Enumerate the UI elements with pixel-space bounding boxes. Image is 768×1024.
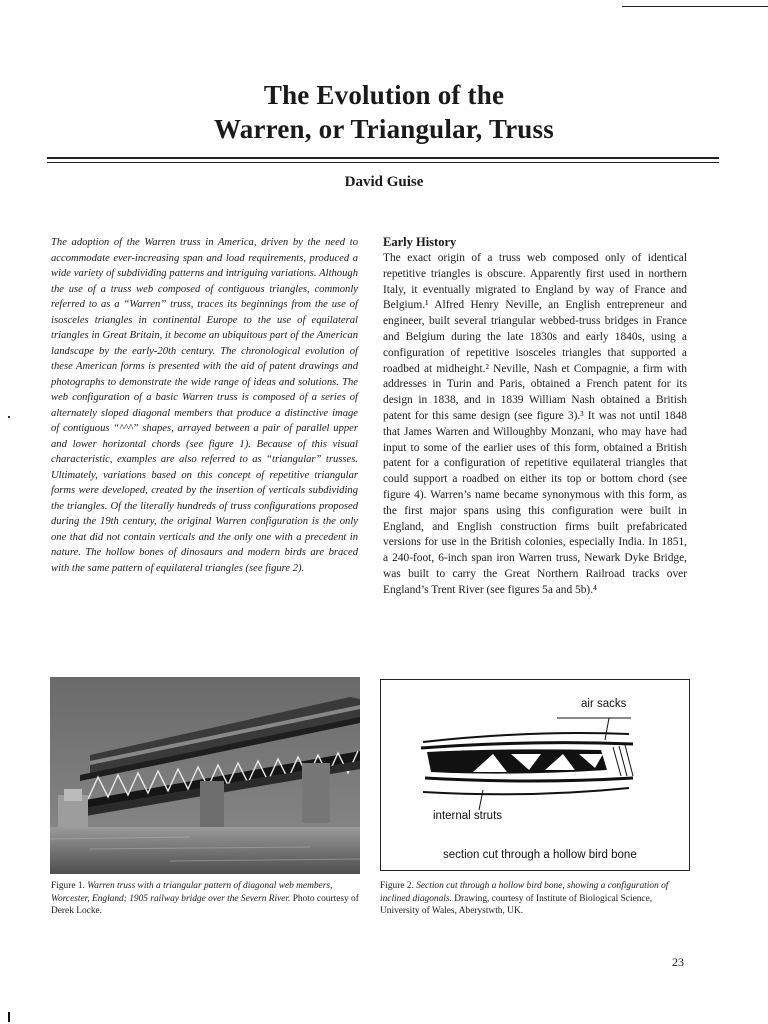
bridge-photo-image bbox=[50, 677, 360, 874]
fig2-caption-italic: Section cut through a hollow bird bone, showing a configuration of inclined diagonals. bbox=[380, 881, 669, 904]
section-heading: Early History bbox=[383, 235, 457, 249]
page-number: 23 bbox=[672, 955, 684, 969]
figure-2-drawing bbox=[380, 679, 690, 871]
top-rule bbox=[622, 6, 768, 7]
label-section-cut: section cut through a hollow bird bone bbox=[443, 849, 637, 861]
fig1-caption-label: Figure 1. bbox=[51, 881, 85, 891]
author-name: David Guise bbox=[344, 174, 424, 190]
title-line-2: Warren, or Triangular, Truss bbox=[214, 114, 554, 144]
fig2-caption-label: Figure 2. bbox=[380, 881, 414, 891]
margin-speck bbox=[8, 416, 10, 418]
title-line-1: The Evolution of the bbox=[263, 80, 505, 110]
figure-2-caption bbox=[380, 880, 692, 918]
label-air-sacks: air sacks bbox=[581, 698, 627, 710]
abstract-paragraph: The adoption of the Warren truss in America, driven by the need to accommodate ever-increasing span and load requirements, produced a wide variety of subdividing patterns and intriguing variations. Although the use of a truss web composed of contiguous triangles, commonly referred to as a “Warren” truss, traces its beginnings from the use of isosceles triangles in continental Europe to the use of equilateral triangles in Great Britain, it become an ubiquitous part of the American landscape by the early-20th century. The chronological evolution of these American forms is presented with the aid of patent drawings and photographs to demonstrate the wide range of ideas and solutions. The web configuration of a basic Warren truss is composed of a series of alternately sloped diagonal members that produce a distinctive image of contiguous “^^^” shapes, arrayed between a pair of parallel upper and lower horizontal chords (see figure 1). Because of this visual characteristic, examples are also referred to as “triangular” trusses. Ultimately, variations based on this concept of repetitive triangular forms were developed, created by the insertion of verticals subdividing the triangles. Of the literally hundreds of truss configurations proposed during the 19th century, the original Warren configuration is the only one that did not contain verticals and the only one with a precedent in nature. The hollow bones of dinosaurs and modern birds are braced with the same pattern of equilateral triangles (see figure 2). bbox=[51, 237, 358, 574]
title-rule-thick bbox=[47, 157, 719, 159]
label-internal-struts: internal struts bbox=[433, 810, 503, 822]
figure-1-photo bbox=[50, 677, 360, 874]
scan-mark bbox=[8, 1012, 10, 1022]
fig2-caption-credit: Drawing, courtesy of Institute of Biological Science, University of Wales, Aberystwth, UK. bbox=[380, 893, 653, 916]
article-title bbox=[0, 78, 768, 146]
section-body: The exact origin of a truss web composed only of identical repetitive triangles is obscure. Apparently first used in northern Italy, it eventually migrated to England by way of France and Belgium.¹ Alfred Henry Neville, an English entrepreneur and engineer, built several triangular webbed-truss bridges in France and Belgium during the late 1830s and early 1840s, using a configuration of repetitive isosceles triangles that supported a roadbed at midheight.² Neville, Nash et Compagnie, a firm with addresses in Turin and Paris, obtained a French patent for its design in 1838, and in 1839 William Nash obtained a British patent for this same design (see figure 3).³ It was not until 1848 that James Warren and Willoughby Monzani, who may have had input to some of the earlier uses of this form, obtained a British patent for a configuration of repetitive equilateral triangles that could support a roadbed on either its top or bottom chord (see figure 4). Warren’s name became synonymous with this form, as the first major spans using this configuration were built in England, and English construction firms built prefabricated versions for use in the British colonies, especially India. In 1851, a 240-foot, 6-inch span iron Warren truss, Newark Dyke Bridge, was built to carry the Great Northern Railroad tracks over England’s Trent River (see figures 5a and 5b).⁴ bbox=[383, 252, 687, 596]
title-rule-thin bbox=[47, 162, 719, 163]
bird-bone-diagram bbox=[381, 680, 689, 870]
figure-1-caption bbox=[51, 880, 361, 918]
fig1-caption-credit: Photo courtesy of Derek Locke. bbox=[51, 893, 359, 916]
fig1-caption-italic: Warren truss with a triangular pattern of diagonal web members, Worcester, England; 1905 railway bridge over the Severn River. bbox=[51, 881, 333, 904]
